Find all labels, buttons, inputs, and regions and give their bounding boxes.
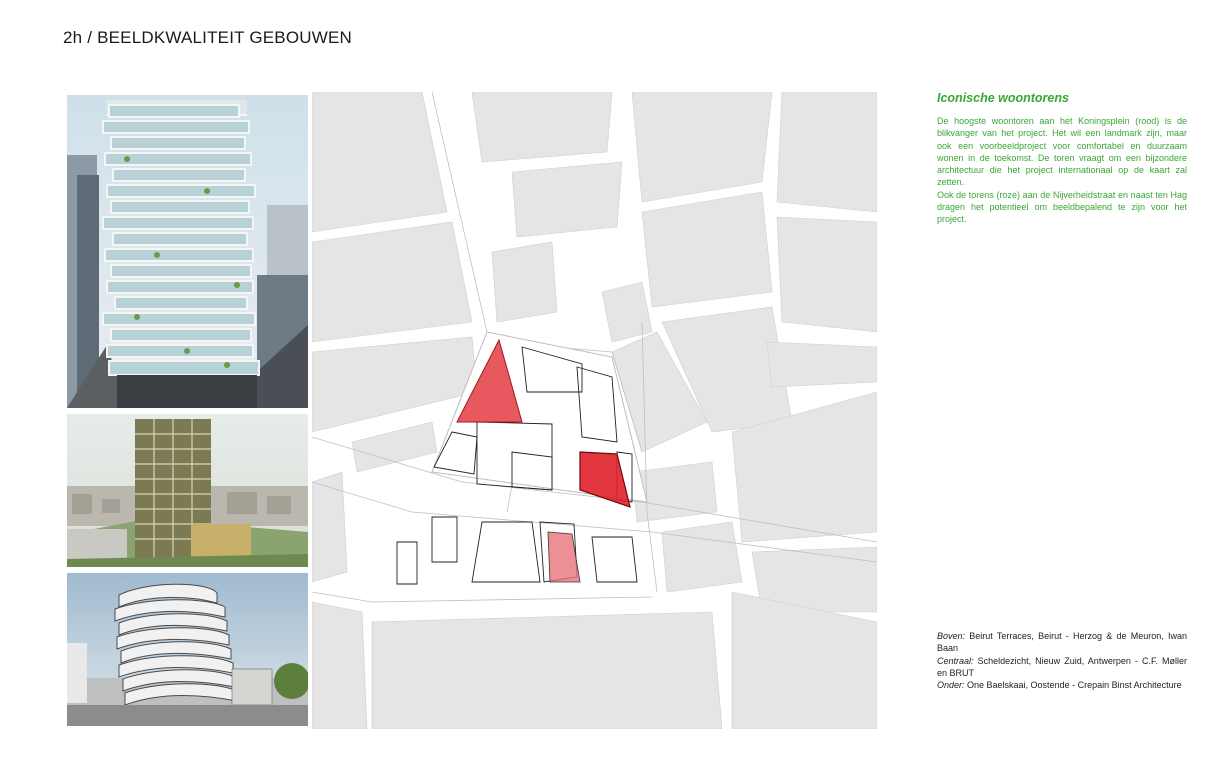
- credit-center: [937, 655, 1187, 680]
- site-plan-map: [312, 92, 877, 729]
- credit-bottom-text: One Baelskaai, Oostende - Crepain Binst Architecture: [964, 680, 1182, 691]
- page-title: 2h / BEELDKWALITEIT GEBOUWEN: [63, 28, 353, 47]
- credit-top: [937, 630, 1187, 655]
- credit-center-label: Centraal:: [937, 655, 974, 666]
- intro-text: [937, 115, 1187, 226]
- credit-top-label: Boven:: [937, 631, 966, 641]
- credit-bottom: [937, 679, 1187, 691]
- photo-beirut-terraces: [67, 95, 308, 408]
- intro-paragraph-2: Ook de torens (roze) aan de Nijverheidstraat en naast ten Hag dragen het potentieel om beeldbepalend te zijn voor het project.: [937, 189, 1187, 225]
- photo-one-baelskaai: [67, 573, 308, 726]
- credit-center-text: Scheldezicht, Nieuw Zuid, Antwerpen - C.F. Møller en BRUT: [937, 655, 1187, 678]
- photo-credits: [937, 630, 1187, 691]
- credit-bottom-label: Onder:: [937, 680, 965, 691]
- section-heading: Iconische woontorens: [937, 91, 1069, 105]
- credit-top-text: Beirut Terraces, Beirut - Herzog & de Meuron, Iwan Baan: [937, 631, 1187, 654]
- photo-scheldezicht: [67, 414, 308, 567]
- intro-paragraph-1: De hoogste woontoren aan het Koningsplein (rood) is de blikvanger van het project. Het wil een landmark zijn, maar ook een voorbeeldproject voor comfortabel en duurzaam wonen in de toekomst. De toren vraagt om een bijzondere architectuur die het project internationaal op de kaart zal zetten.: [937, 116, 1187, 188]
